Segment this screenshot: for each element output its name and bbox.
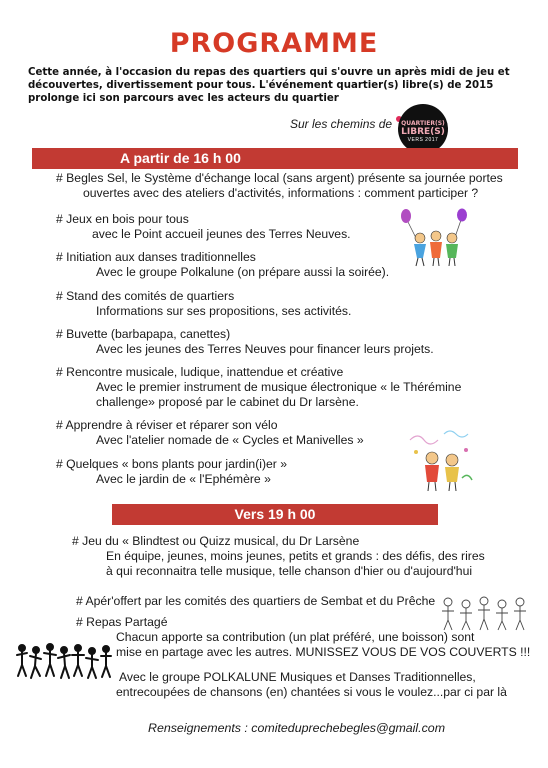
- item-line: # Initiation aux danses traditionnelles: [56, 250, 256, 264]
- item-line: # Begles Sel, le Système d'échange local (sans argent) présente sa journée portes: [56, 171, 503, 185]
- item-begles-sel: [56, 171, 503, 201]
- item-line: Avec le premier instrument de musique électronique « le Thérémine: [96, 380, 462, 394]
- item-line: entrecoupées de chansons (en) chantées si vous le voulez...par ci par là: [116, 685, 507, 699]
- quartiers-libres-logo: [398, 104, 448, 154]
- item-polkalune: [116, 670, 507, 700]
- item-line: # Quelques « bons plants pour jardin(i)er »: [56, 457, 288, 471]
- gardening-kids-drawing-icon: [404, 428, 478, 494]
- dancing-crowd-silhouette-icon: [14, 640, 114, 684]
- item-stand: [56, 289, 351, 319]
- item-line: mise en partage avec les autres. MUNISSEZ VOUS DE VOS COUVERTS !!!: [116, 645, 531, 659]
- item-jeu-blindtest: [72, 534, 485, 579]
- balloon-kids-drawing-icon: [396, 208, 476, 268]
- section-heading-19h: Vers 19 h 00: [112, 504, 438, 525]
- section-heading-16h: [32, 148, 518, 169]
- footer-contact: Renseignements : comiteduprechebegles@gmail.com: [148, 721, 446, 735]
- logo-year: VERS 2017: [407, 137, 439, 143]
- item-line: Avec le groupe Polkalune (on prépare aussi la soirée).: [96, 265, 390, 279]
- item-line: Avec le groupe POLKALUNE Musiques et Danses Traditionnelles,: [119, 670, 476, 684]
- item-plants: [56, 457, 287, 487]
- item-line: Avec l'atelier nomade de « Cycles et Manivelles »: [96, 433, 364, 447]
- item-line: # Jeux en bois pour tous: [56, 212, 189, 226]
- item-line: Chacun apporte sa contribution (un plat préféré, une boisson) sont: [116, 630, 475, 644]
- item-velo: [56, 418, 364, 448]
- page-title: PROGRAMME: [169, 28, 379, 59]
- item-line: # Repas Partagé: [76, 615, 168, 629]
- item-line: ouvertes avec des ateliers d'activités, informations : comment participer ?: [83, 186, 479, 200]
- item-line: # Stand des comités de quartiers: [56, 289, 235, 303]
- item-line: à qui reconnaitra telle musique, telle chanson d'hier ou d'aujourd'hui: [106, 564, 473, 578]
- item-line: # Apprendre à réviser et réparer son vélo: [56, 418, 278, 432]
- logo-line1: QUARTIER(S): [401, 120, 445, 127]
- item-line: avec le Point accueil jeunes des Terres Neuves.: [92, 227, 351, 241]
- item-line: Informations sur ses propositions, ses activités.: [96, 304, 352, 318]
- item-line: # Rencontre musicale, ludique, inattendue et créative: [56, 365, 344, 379]
- logo-line2: LIBRE(S): [401, 127, 445, 137]
- section-heading-16h-text: A partir de 16 h 00: [120, 150, 241, 166]
- item-line: # Jeu du « Blindtest ou Quizz musical, du Dr Larsène: [72, 534, 360, 548]
- item-line: Avec les jeunes des Terres Neuves pour financer leurs projets.: [96, 342, 434, 356]
- item-line: En équipe, jeunes, moins jeunes, petits et grands : des défis, des rires: [106, 549, 485, 563]
- children-line-drawing-icon: [438, 592, 530, 636]
- item-line: challenge» proposé par le cabinet du Dr larsène.: [96, 395, 359, 409]
- item-line: Avec le jardin de « l'Ephémère »: [96, 472, 271, 486]
- item-rencontre: [56, 365, 461, 410]
- intro-text: Cette année, à l'occasion du repas des quartiers qui s'ouvre un après midi de jeu et découvertes, divertissement pour tous. L'événement quartier(s) libre(s) de 2015 prolonge ici son parcours avec les acteurs du quartier: [28, 67, 510, 104]
- item-line: # Buvette (barbapapa, canettes): [56, 327, 231, 341]
- item-jeux-bois: [56, 212, 351, 242]
- item-aperoffert: # Apér'offert par les comités des quartiers de Sembat et du Prêche: [76, 594, 436, 608]
- item-danses: [56, 250, 389, 280]
- item-buvette: [56, 327, 434, 357]
- chemins-label: Sur les chemins de: [290, 117, 393, 131]
